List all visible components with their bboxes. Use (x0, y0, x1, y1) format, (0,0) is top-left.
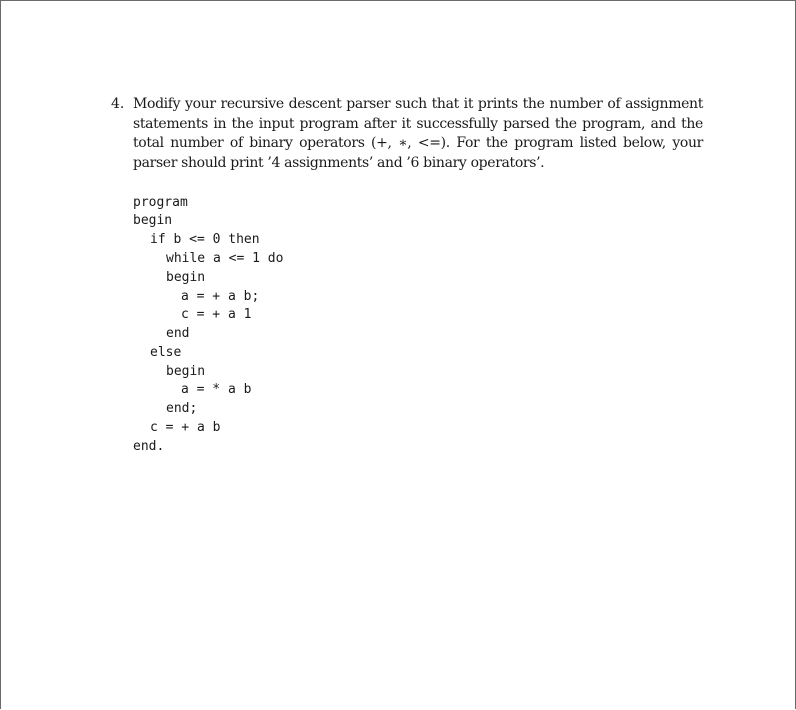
problem-number: 4. (111, 96, 125, 112)
problem-line: parser should print ’4 assignments’ and ’6 binary operators’. (133, 154, 545, 171)
code-line: a = + a b; (181, 289, 260, 304)
code-line: begin (133, 213, 173, 228)
problem-line: Modify your recursive descent parser such that it prints the number of assignment (133, 96, 703, 112)
code-line: end; (166, 401, 198, 416)
problem-line: total number of binary operators (+, ∗, <=). For the program listed below, your (133, 135, 703, 151)
code-line: program (133, 195, 188, 210)
code-line: while a <= 1 do (166, 251, 284, 266)
code-line: a = * a b (181, 382, 252, 397)
code-line: begin (166, 270, 206, 285)
code-line: c = + a 1 (181, 307, 252, 322)
code-line: c = + a b (150, 420, 221, 435)
code-line: begin (166, 364, 206, 379)
problem-line: statements in the input program after it successfully parsed the program, and the (133, 115, 703, 132)
code-line: end (166, 326, 190, 341)
code-line: else (150, 345, 182, 360)
document-page (1, 1, 796, 710)
code-line: end. (133, 439, 165, 454)
problem-statement (111, 95, 703, 173)
code-line: if b <= 0 then (150, 232, 260, 247)
